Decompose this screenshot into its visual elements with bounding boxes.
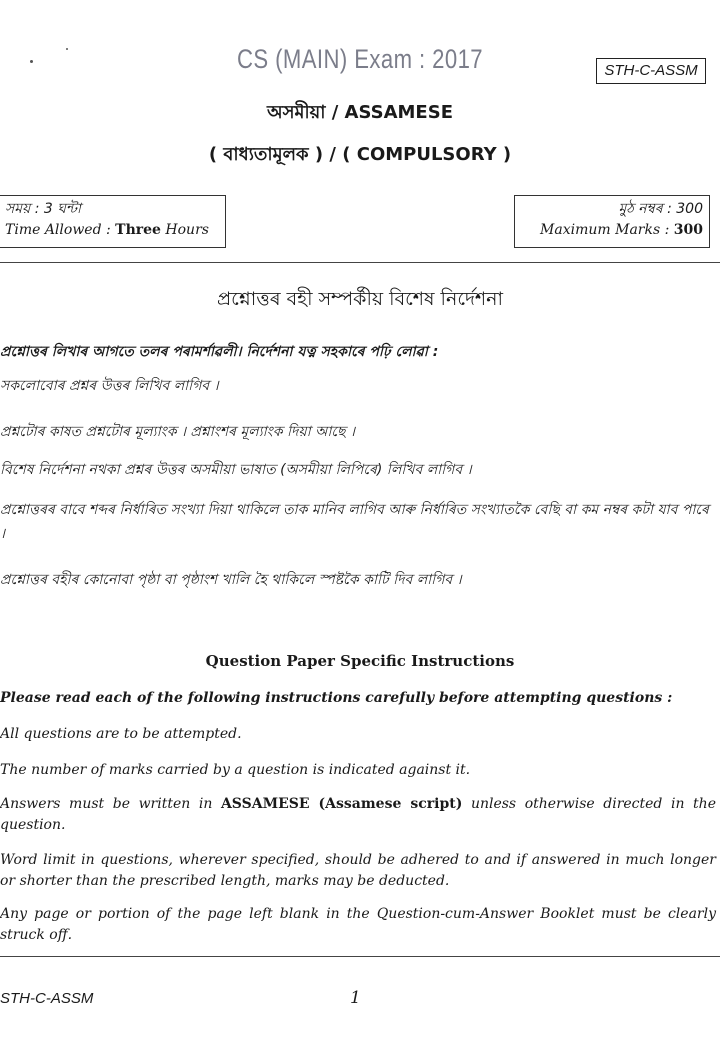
paper-code-box: STH-C-ASSM: [596, 58, 706, 84]
time-unit: Hours: [160, 222, 209, 238]
time-value: Three: [115, 222, 161, 238]
english-item-script: [0, 794, 716, 836]
subject-title: [0, 98, 720, 129]
page-number: 1: [350, 988, 361, 1008]
time-allowed-box: [0, 195, 226, 248]
scan-speck: [30, 60, 33, 63]
english-intro: Please read each of the following instructions carefully before attempting questions :: [0, 690, 673, 706]
maximum-marks-box: [514, 195, 710, 248]
time-allowed-en: [5, 220, 219, 241]
divider-bottom: [0, 956, 720, 957]
assamese-item: প্ৰশ্নোত্তৰ বহীৰ কোনোবা পৃষ্ঠা বা পৃষ্ঠাংশ খালি হৈ থাকিলে স্পষ্টকৈ কাটি দিব লাগিব ।: [0, 572, 462, 588]
script-pre: Answers must be written in: [0, 796, 221, 812]
compulsory-text: ( বাধ্যতামূলক ) / ( COMPULSORY ): [208, 144, 512, 165]
english-item: All questions are to be attempted.: [0, 726, 242, 742]
assamese-item: বিশেষ নিৰ্দেশনা নথকা প্ৰশ্নৰ উত্তৰ অসমীয়া ভাষাত (অসমীয়া লিপিৰে) লিখিব লাগিব ।: [0, 462, 472, 478]
marks-value: 300: [673, 222, 703, 238]
marks-bn: মুঠ নম্বৰ : 300: [618, 201, 703, 217]
exam-title: CS (MAIN) Exam : 2017: [236, 44, 484, 74]
footer-paper-code: STH-C-ASSM: [0, 990, 94, 1007]
assamese-item: প্ৰশ্নোত্তৰৰ বাবে শব্দৰ নিৰ্ধাৰিত সংখ্যা দিয়া থাকিলে তাক মানিব লাগিব আৰু নিৰ্ধাৰিত সংখ্যাতকৈ বেছি বা কম নম্বৰ কটা যাব পাৰে ।: [0, 502, 709, 542]
assamese-intro: প্ৰশ্নোত্তৰ লিখাৰ আগতে তলৰ পৰামৰ্শাৱলী। নিৰ্দেশনা যত্ন সহকাৰে পঢ়ি লোৱা :: [0, 344, 439, 360]
subject-text: অসমীয়া / ASSAMESE: [266, 102, 453, 123]
english-item: The number of marks carried by a question is indicated against it.: [0, 762, 471, 778]
script-bold: ASSAMESE (Assamese script): [220, 796, 463, 812]
english-instructions-heading: Question Paper Specific Instructions: [205, 652, 515, 670]
assamese-instructions-heading: প্ৰশ্নোত্তৰ বহী সম্পৰ্কীয় বিশেষ নিৰ্দেশনা: [216, 288, 504, 310]
compulsory-label: [0, 140, 720, 171]
marks-label: Maximum Marks :: [540, 222, 674, 238]
time-allowed-bn: সময় : 3 ঘন্টা: [5, 201, 81, 217]
time-label: Time Allowed :: [5, 222, 116, 238]
marks-en: [521, 220, 703, 241]
assamese-item: সকলোবোৰ প্ৰশ্নৰ উত্তৰ লিখিব লাগিব ।: [0, 378, 219, 394]
english-item: Any page or portion of the page left blank in the Question-cum-Answer Booklet must be clearly struck off.: [0, 906, 716, 943]
assamese-item: প্ৰশ্নটোৰ কাষত প্ৰশ্নটোৰ মূল্যাংক । প্ৰশ্নাংশৰ মূল্যাংক দিয়া আছে ।: [0, 424, 355, 440]
divider-top: [0, 262, 720, 263]
english-item: Word limit in questions, wherever specified, should be adhered to and if answered in much longer or shorter than the prescribed length, marks may be deducted.: [0, 852, 716, 889]
script-post: unless otherwise directed in the question.: [0, 796, 716, 833]
